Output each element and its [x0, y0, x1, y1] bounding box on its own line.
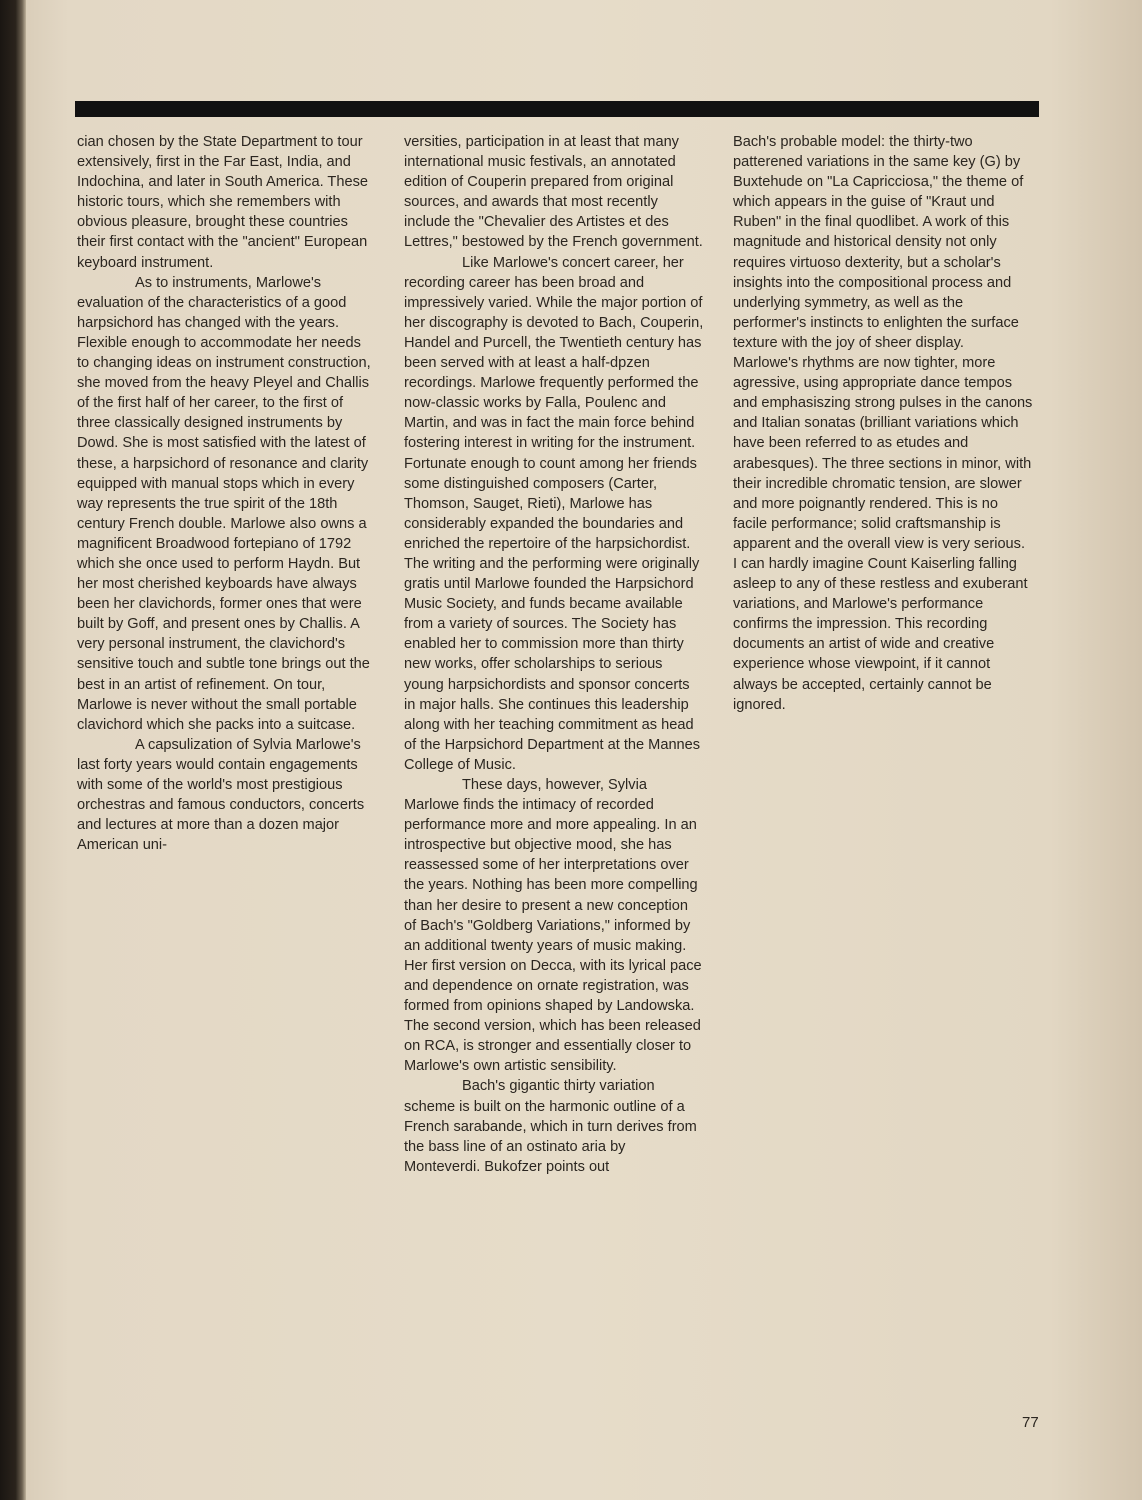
- paragraph: Like Marlowe's concert career, her recording career has been broad and impressively varied. While the major portion of her discography is devoted to Bach, Couperin, Handel and Purcell, the Twentieth century has been served with at least a half-dpzen recordings. Marlowe frequently performed the now-classic works by Falla, Poulenc and Martin, and was in fact the main force behind fostering interest in writing for the instrument. Fortunate enough to count among her friends some distinguished composers (Carter, Thomson, Sauget, Rieti), Marlowe has considerably expanded the boundaries and enriched the repertoire of the harpsichordist. The writing and the performing were originally gratis until Marlowe founded the Harpsichord Music Society, and funds became available from a variety of sources. The Society has enabled her to commission more than thirty new works, offer scholarships to serious young harpsichordists and sponsor concerts in major halls. She continues this leadership along with her teaching commitment as head of the Harpsichord Department at the Mannes College of Music.: [404, 254, 704, 773]
- paragraph: cian chosen by the State Department to tour extensively, first in the Far East, India, and Indochina, and later in South America. These historic tours, which she remembers with obvious pleasure, brought these countries their first contact with the "ancient" European keyboard instrument.: [77, 134, 368, 271]
- paragraph: A capsulization of Sylvia Marlowe's last forty years would contain engagements with some of the world's most prestigious orchestras and famous conductors, concerts and lectures at more than a dozen major American uni-: [77, 736, 365, 854]
- paragraph: Bach's probable model: the thirty-two patterened variations in the same key (G) by Buxtehude on "La Capricciosa," the theme of which appears in the guise of "Kraut und Ruben" in the final quodlibet. A work of this magnitude and historical density not only requires virtuoso dexterity, but a scholar's insights into the compositional process and underlying symmetry, as well as the performer's instincts to enlighten the surface texture with the joy of sheer display. Marlowe's rhythms are now tighter, more agressive, using appropriate dance tempos and emphasiszing strong pulses in the canons and Italian sonatas (brilliant variations which have been referred to as etudes and arabesques). The three sections in minor, with their incredible chromatic tension, are slower and more poignantly rendered. This is no facile performance; solid craftsmanship is apparent and the overall view is very serious. I can hardly imagine Count Kaiserling falling asleep to any of these restless and exuberant variations, and Marlowe's performance confirms the impression. This recording documents an artist of wide and creative experience whose viewpoint, if it cannot always be accepted, certainly cannot be ignored.: [733, 134, 1033, 713]
- text-column-1: [77, 132, 377, 855]
- text-column-3: [733, 132, 1033, 715]
- binding-spine: [0, 0, 26, 1500]
- text-column-2: [404, 132, 704, 1177]
- paragraph: As to instruments, Marlowe's evaluation of the characteristics of a good harpsichord has changed with the years. Flexible enough to accommodate her needs to changing ideas on instrument construction, she moved from the heavy Pleyel and Challis of the first half of her career, to the first of three classically designed instruments by Dowd. She is most satisfied with the latest of these, a harpsichord of resonance and clarity equipped with manual stops which in every way represents the true spirit of the 18th century French double. Marlowe also owns a magnificent Broadwood fortepiano of 1792 which she once used to perform Haydn. But her most cherished keyboards have always been her clavichords, former ones that were built by Goff, and present ones by Challis. A very personal instrument, the clavichord's sensitive touch and subtle tone brings out the best in an artist of refinement. On tour, Marlowe is never without the small portable clavichord which she packs into a suitcase.: [77, 274, 371, 733]
- header-rule: [75, 101, 1039, 117]
- page-number: 77: [1022, 1414, 1039, 1431]
- paragraph: These days, however, Sylvia Marlowe finds the intimacy of recorded performance more and more appealing. In an introspective but objective mood, she has reassessed some of her interpretations over the years. Nothing has been more compelling than her desire to present a new conception of Bach's "Goldberg Variations," informed by an additional twenty years of music making. Her first version on Decca, with its lyrical pace and dependence on ornate registration, was formed from opinions shaped by Landowska. The second version, which has been released on RCA, is stronger and essentially closer to Marlowe's own artistic sensibility.: [404, 777, 702, 1075]
- paragraph: versities, participation in at least that many international music festivals, an annotated edition of Couperin prepared from original sources, and awards that most recently include the "Chevalier des Artistes et des Lettres," bestowed by the French government.: [404, 134, 703, 251]
- paragraph: Bach's gigantic thirty variation scheme is built on the harmonic outline of a French sarabande, which in turn derives from the bass line of an ostinato aria by Monteverdi. Bukofzer points out: [404, 1078, 697, 1175]
